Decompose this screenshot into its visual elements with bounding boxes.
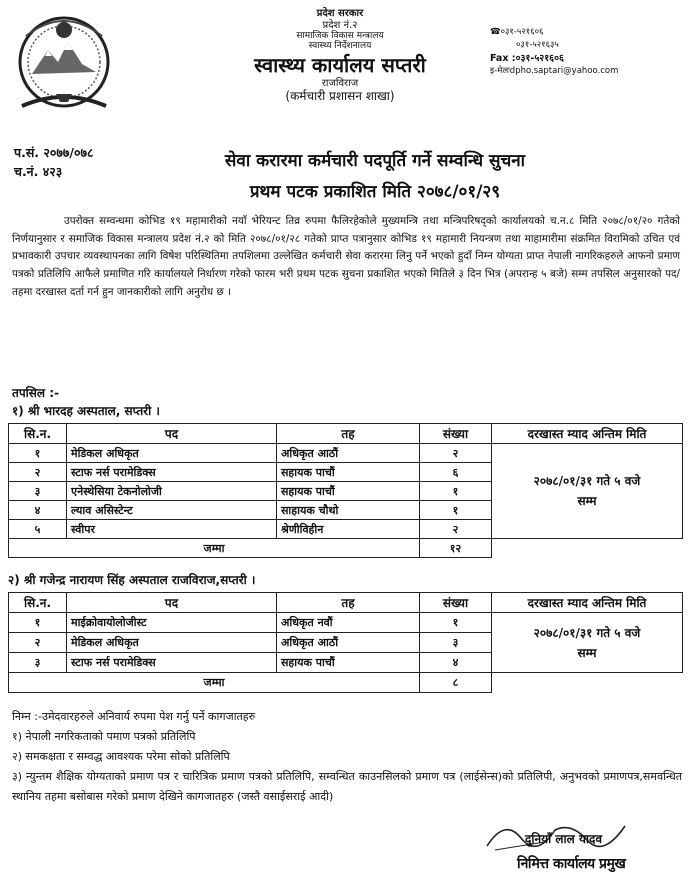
deadline-date: २०७८/०१/३१ गते ५ वजे <box>533 625 641 640</box>
row-count: ६ <box>420 463 492 482</box>
row-sn: २ <box>9 633 67 653</box>
row-sn: ३ <box>9 482 67 501</box>
phone-2: ०३१-५२१६३५ <box>516 40 559 50</box>
col-deadline: दरखास्त म्याद अन्तिम मिति <box>492 424 683 444</box>
reference-numbers <box>14 143 93 181</box>
notice-title: सेवा करारमा कर्मचारी पदपूर्ति गर्ने सम्वन्धि सुचना <box>224 151 526 171</box>
row-count: ३ <box>420 633 492 653</box>
table-header-row <box>9 424 683 444</box>
total-label: जम्मा <box>9 539 420 558</box>
deadline-until: सम्म <box>577 494 597 508</box>
list-item: १) नेपाली नगरिकताको पमाण पत्रको प्रतिलिपि <box>12 730 196 743</box>
row-post: एनेस्थेसिया टेकनोलोजी <box>67 482 277 501</box>
row-post: मेडिकल अधिकृत <box>67 444 277 463</box>
notice-publish-date: प्रथम पटक प्रकाशित मिति २०७८/०१/२९ <box>249 182 501 202</box>
row-level: अधिकृत नवौं <box>277 613 420 633</box>
hospital-1-heading: १) श्री भारदह अस्पताल, सप्तरी । <box>12 404 160 418</box>
row-level: सहायक पाचौं <box>277 463 420 482</box>
deadline-until: सम्म <box>577 645 597 660</box>
row-post: ल्याव असिस्टेन्ट <box>67 501 277 520</box>
total-count: १२ <box>420 539 492 558</box>
row-level: सहायक पाचौं <box>277 482 420 501</box>
fax-number: Fax :०३१-५२१६०६ <box>490 53 564 64</box>
row-sn: २ <box>9 463 67 482</box>
total-count: ८ <box>420 673 492 693</box>
col-deadline: दरखास्त म्याद अन्तिम मिति <box>492 593 683 613</box>
office-name: स्वास्थ्य कार्यालय सप्तरी <box>254 52 426 77</box>
dispatch-number: च.नं. ४२३ <box>14 164 63 179</box>
hospital-1-table <box>8 423 683 558</box>
office-section: (कर्मचारी प्रशासन शाखा) <box>285 89 395 104</box>
row-post: माईक्रोवायोलोजीस्ट <box>67 613 277 633</box>
signatory-name: दुनियाँ लाल यादव <box>525 832 603 846</box>
total-row <box>9 673 683 693</box>
letter-number: प.सं. २०७७/०७८ <box>14 145 94 160</box>
list-item: २) समकक्षता र सम्वद्ध आवश्यक परेमा सोको प्रतिलिपि <box>12 750 230 763</box>
table-row <box>9 613 683 633</box>
required-documents <box>12 707 682 807</box>
total-blank <box>492 539 683 558</box>
col-sn: सि.न. <box>9 593 67 613</box>
row-post: स्टाफ नर्स परामेडिक्स <box>67 653 277 673</box>
email-address: इ-मेलःdpho.saptari@yahoo.com <box>490 66 619 76</box>
row-level: अधिकृत आठौं <box>277 633 420 653</box>
col-post: पद <box>67 593 277 613</box>
row-sn: ३ <box>9 653 67 673</box>
notice-body: उपरोक्त सम्वन्धमा कोभिड १९ महामारीको नयाँ भेरियन्ट तिव्र रुपमा फैलिरहेकोले मुख्यमन्त्रि तथा मन्त्रिपरिषद्को कार्यालयको च.न.८ मिति २०७८/०१/२० गतेको निर्णयानुसार र समाजिक विकास मन्त्रालय प्रदेश नं.२ को मिति २०७८/०१/२८ गतेको प्राप्त पत्रानुसार कोभिड १९ महामारी नियन्त्रण तथा माहामारीमा संक्रमित विरामिको उचित एवं प्रभावकारी उपचार व्यवस्थापनका लागि विषेश परिस्थितिमा तपशिलमा उल्लेखित कर्मचारी सेवा करारमा लिनु पर्ने भएको हुदाँ निम्न योग्यता प्राप्त नेपाली नागरिकहरुले आफनो प्रमाण पत्रको प्रतिलिपि आफैले प्रमाणित गरि कार्यालयले निर्धारण गरेको फारम भरी प्रथम पटक सुचना प्रकाशित भएको मितिले ३ दिन भित्र (अपरान्ह ५ बजे) सम्म तपसिल अनुसारको पद/तहमा दरखास्त दर्ता गर्न हुन जानकारीको लागि अनुरोध छ । <box>12 215 680 298</box>
header-line-government: प्रदेश सरकार <box>316 8 364 19</box>
row-sn: १ <box>9 613 67 633</box>
nepal-emblem-icon <box>12 6 116 114</box>
col-count: संख्या <box>420 424 492 444</box>
deadline-date: २०७८/०१/३१ गते ५ वजे <box>533 474 641 488</box>
row-level: श्रेणीविहीन <box>277 520 420 539</box>
hospital-2-deadline <box>492 613 683 673</box>
row-count: १ <box>420 501 492 520</box>
table-header-row <box>9 593 683 613</box>
hospital-2-table <box>8 592 683 693</box>
list-item: ३) न्युन्तम शैक्षिक योग्यताको प्रमाण पत्र र चारित्रिक प्रमाण पत्रको प्रतिलिपि, सम्वन्धित काउनसिलको प्रमाण पत्र (लाईसेन्स)को प्रतिलिपी, अनुभवको प्रमाणपत्र,समवन्धित स्थानिय तहमा बसोबास गरेको प्रमाण देखिने कागजातहरु (जस्तै वसाईसराई आदी) <box>12 770 682 803</box>
row-count: २ <box>420 444 492 463</box>
header-line-directorate: स्वास्थ्य निर्देशनालय <box>308 41 372 52</box>
row-post: स्वीपर <box>67 520 277 539</box>
row-sn: १ <box>9 444 67 463</box>
header-line-province: प्रदेश नं.२ <box>322 19 358 31</box>
row-level: साहायक चौथो <box>277 501 420 520</box>
col-level: तह <box>277 424 420 444</box>
row-level: अधिकृत आठौं <box>277 444 420 463</box>
col-sn: सि.न. <box>9 424 67 444</box>
row-count: २ <box>420 520 492 539</box>
signatory-designation: निमित्त कार्यालय प्रमुख <box>517 856 626 872</box>
hospital-1-deadline <box>492 444 683 539</box>
contact-block <box>490 26 685 78</box>
table-row <box>9 444 683 463</box>
hospital-2-heading: २) श्री गजेन्द्र नारायण सिंह अस्पताल राजविराज,सप्तरी । <box>8 573 256 587</box>
row-level: सहायक पाचौं <box>277 653 420 673</box>
required-documents-heading: निम्न :-उमेदवारहरुले अनिवार्य रुपमा पेश गर्नु पर्ने कागजातहरु <box>12 710 256 723</box>
phone-1: ☎०३१-५२१६०६ <box>490 27 544 37</box>
col-count: संख्या <box>420 593 492 613</box>
header-line-ministry: सामाजिक विकास मन्त्रालय <box>296 31 384 41</box>
row-count: १ <box>420 482 492 501</box>
row-sn: ४ <box>9 501 67 520</box>
total-label: जम्मा <box>9 673 420 693</box>
row-count: ४ <box>420 653 492 673</box>
total-blank <box>492 673 683 693</box>
total-row <box>9 539 683 558</box>
letterhead <box>200 8 480 104</box>
col-post: पद <box>67 424 277 444</box>
office-place: राजविराज <box>321 77 359 89</box>
details-label: तपसिल :- <box>12 386 59 400</box>
row-post: मेडिकल अधिकृत <box>67 633 277 653</box>
signature-block <box>475 812 675 887</box>
row-sn: ५ <box>9 520 67 539</box>
row-count: १ <box>420 613 492 633</box>
row-post: स्टाफ नर्स परामेडिक्स <box>67 463 277 482</box>
col-level: तह <box>277 593 420 613</box>
